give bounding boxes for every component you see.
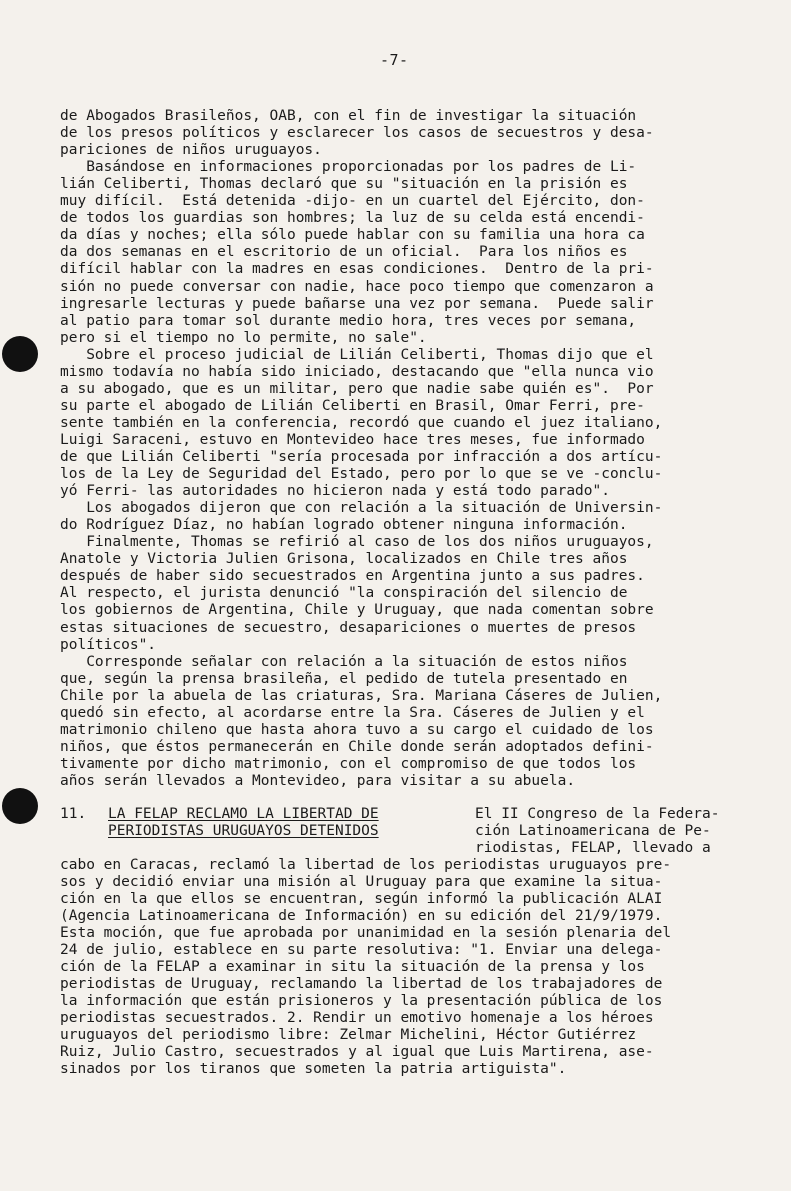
text-line: Los abogados dijeron que con relación a la situación de Universin-	[60, 500, 663, 517]
text-line: a su abogado, que es un militar, pero que nadie sabe quién es". Por	[60, 380, 654, 397]
text-line: periodistas de Uruguay, reclamando la libertad de los trabajadores de	[60, 976, 663, 992]
text-line: da dos semanas en el escritorio de un oficial. Para los niños es	[60, 244, 628, 261]
text-line: Ruiz, Julio Castro, secuestrados y al igual que Luis Martirena, ase-	[60, 1044, 654, 1060]
text-line: Finalmente, Thomas se refirió al caso de los dos niños uruguayos,	[60, 534, 654, 551]
text-line: difícil hablar con la madres en esas condiciones. Dentro de la pri-	[60, 261, 654, 278]
text-line: (Agencia Latinoamericana de Información) en su edición del 21/9/1979.	[60, 908, 663, 924]
text-line: lián Celiberti, Thomas declaró que su "situación en la prisión es	[60, 176, 628, 193]
text-line: de que Lilián Celiberti "sería procesada por infracción a dos artícu-	[60, 449, 663, 465]
text-line: sinados por los tiranos que someten la patria artiguista".	[60, 1061, 567, 1077]
text-line: ción de la FELAP a examinar in situ la situación de la prensa y los	[60, 959, 645, 975]
text-line: de Abogados Brasileños, OAB, con el fin de investigar la situación	[60, 108, 637, 124]
section-title-line: LA FELAP RECLAMO LA LIBERTAD DE	[108, 806, 379, 822]
text-line: los gobiernos de Argentina, Chile y Uruguay, que nada comentan sobre	[60, 602, 654, 619]
text-line: matrimonio chileno que hasta ahora tuvo a su cargo el cuidado de los	[60, 721, 654, 738]
text-line: años serán llevados a Montevideo, para visitar a su abuela.	[60, 772, 576, 789]
text-line: da días y noches; ella sólo puede hablar con su familia una hora ca	[60, 227, 645, 244]
text-line: cabo en Caracas, reclamó la libertad de los periodistas uruguayos pre-	[60, 857, 672, 873]
text-line: Luigi Saraceni, estuvo en Montevideo hace tres meses, fue informado	[60, 431, 645, 448]
text-line: sos y decidió enviar una misión al Uruguay para que examine la situa-	[60, 874, 663, 890]
section-side-line: ción Latinoamericana de Pe-	[475, 823, 711, 839]
section-number: 11.	[60, 806, 87, 822]
text-line: 24 de julio, establece en su parte resolutiva: "1. Enviar una delega-	[60, 942, 663, 958]
text-line: Al respecto, el jurista denunció "la conspiración del silencio de	[60, 585, 628, 602]
text-line: mismo todavía no había sido iniciado, destacando que "ella nunca vio	[60, 363, 654, 380]
section-side-line: El II Congreso de la Federa-	[475, 806, 720, 822]
text-line: su parte el abogado de Lilián Celiberti en Brasil, Omar Ferri, pre-	[60, 397, 645, 414]
text-line: la información que están prisioneros y la presentación pública de los	[60, 993, 663, 1009]
text-line: tivamente por dicho matrimonio, con el compromiso de que todos los	[60, 755, 637, 772]
text-line: niños, que éstos permanecerán en Chile donde serán adoptados defini-	[60, 738, 654, 755]
text-line: estas situaciones de secuestro, desapariciones o muertes de presos	[60, 619, 637, 636]
section-side-line: riodistas, FELAP, llevado a	[475, 840, 711, 856]
text-line: Corresponde señalar con relación a la situación de estos niños	[60, 653, 628, 670]
text-line: pero si el tiempo no lo permite, no sale".	[60, 329, 427, 346]
text-line: Anatole y Victoria Julien Grisona, localizados en Chile tres años	[60, 551, 628, 568]
text-line: sente también en la conferencia, recordó que cuando el juez italiano,	[60, 414, 663, 431]
text-line: sión no puede conversar con nadie, hace poco tiempo que comenzaron a	[60, 278, 654, 295]
text-line: uruguayos del periodismo libre: Zelmar Michelini, Héctor Gutiérrez	[60, 1027, 637, 1043]
text-line: do Rodríguez Díaz, no habían logrado obtener ninguna información.	[60, 517, 628, 534]
text-line: muy difícil. Está detenida -dijo- en un cuartel del Ejército, don-	[60, 193, 645, 210]
text-line: al patio para tomar sol durante medio hora, tres veces por semana,	[60, 312, 637, 329]
text-line: de todos los guardias son hombres; la luz de su celda está encendi-	[60, 210, 645, 227]
text-line: quedó sin efecto, al acordarse entre la Sra. Cáseres de Julien y el	[60, 704, 645, 721]
text-line: Chile por la abuela de las criaturas, Sra. Mariana Cáseres de Julien,	[60, 687, 663, 704]
text-line: de los presos políticos y esclarecer los casos de secuestros y desa-	[60, 125, 654, 142]
text-line: los de la Ley de Seguridad del Estado, pero por lo que se ve -conclu-	[60, 466, 663, 483]
text-line: ción en la que ellos se encuentran, según informó la publicación ALAI	[60, 891, 663, 907]
text-line: ingresarle lecturas y puede bañarse una vez por semana. Puede salir	[60, 295, 654, 312]
text-line: que, según la prensa brasileña, el pedido de tutela presentado en	[60, 670, 628, 687]
text-line: después de haber sido secuestrados en Argentina junto a sus padres.	[60, 568, 645, 585]
punch-hole-icon	[2, 336, 38, 372]
text-line: Sobre el proceso judicial de Lilián Celiberti, Thomas dijo que el	[60, 346, 654, 363]
text-line: políticos".	[60, 636, 157, 653]
punch-hole-icon	[2, 788, 38, 824]
text-line: yó Ferri- las autoridades no hicieron nada y está todo parado".	[60, 483, 610, 500]
text-line: periodistas secuestrados. 2. Rendir un emotivo homenaje a los héroes	[60, 1010, 654, 1026]
section-title-line: PERIODISTAS URUGUAYOS DETENIDOS	[108, 823, 379, 839]
text-line: Esta moción, que fue aprobada por unanimidad en la sesión plenaria del	[60, 925, 672, 941]
text-line: Basándose en informaciones proporcionadas por los padres de Li-	[60, 159, 637, 176]
text-line: pariciones de niños uruguayos.	[60, 142, 322, 159]
page-number: -7-	[380, 51, 409, 69]
